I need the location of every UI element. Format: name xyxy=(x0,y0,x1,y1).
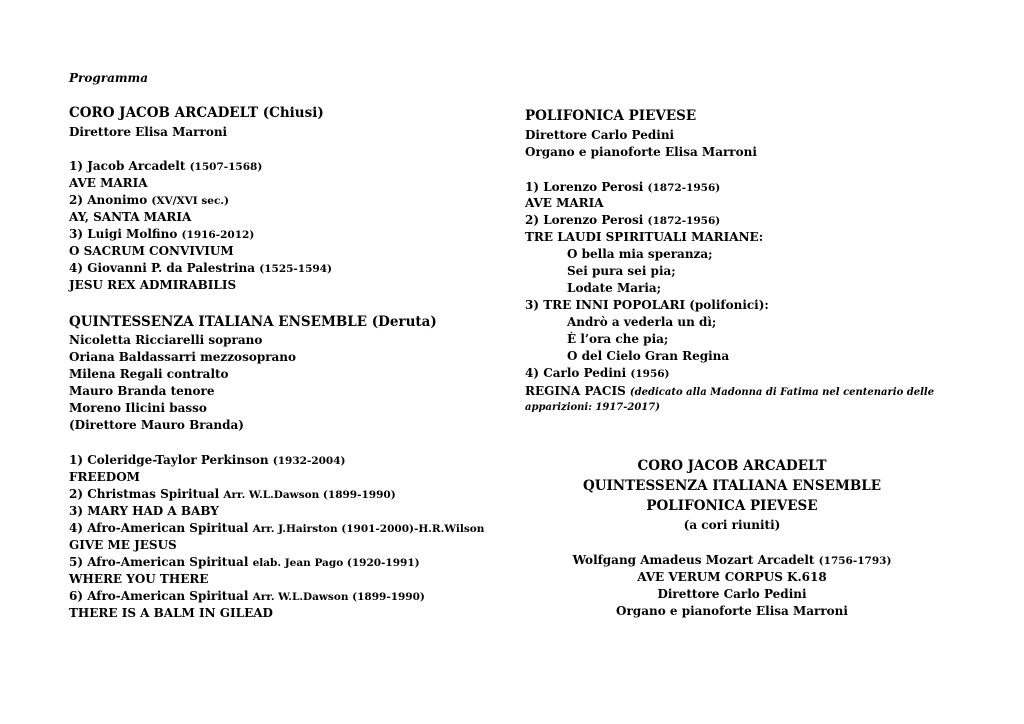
piece-title: 3) TRE INNI POPOLARI (polifonici): xyxy=(525,298,769,312)
member: Milena Regali contralto xyxy=(69,367,229,381)
piece-title: REGINA PACIS (dedicato alla Madonna di Fatima nel centenario delle xyxy=(525,384,935,398)
polifonica-director: Direttore Carlo Pedini xyxy=(525,128,675,142)
programma-heading: Programma xyxy=(69,71,149,85)
piece-composer: 1) Jacob Arcadelt (1507-1568) xyxy=(69,159,263,173)
inno-item: O del Cielo Gran Regina xyxy=(567,349,730,363)
piece-composer: 6) Afro-American Spiritual Arr. W.L.Dawson (1899-1990) xyxy=(69,589,425,603)
piece-title: AY, SANTA MARIA xyxy=(69,210,192,224)
piece-title: JESU REX ADMIRABILIS xyxy=(69,278,237,292)
coro-arcadelt-heading xyxy=(69,106,324,121)
polifonica-heading: POLIFONICA PIEVESE xyxy=(525,108,697,124)
finale-subtitle: (a cori riuniti) xyxy=(683,518,781,532)
piece-title: AVE MARIA xyxy=(525,196,604,210)
choir-name: CORO JACOB ARCADELT xyxy=(69,105,259,121)
piece-composer: 2) Christmas Spiritual Arr. W.L.Dawson (1899-1990) xyxy=(69,487,396,501)
member: Moreno Ilicini basso xyxy=(69,401,207,415)
piece-note: apparizioni: 1917-2017) xyxy=(525,402,660,413)
member: Oriana Baldassarri mezzosoprano xyxy=(69,350,297,364)
coro-arcadelt-director: Direttore Elisa Marroni xyxy=(69,125,228,139)
piece-composer: 2) Anonimo (XV/XVI sec.) xyxy=(69,193,229,207)
piece-composer: 2) Lorenzo Perosi (1872-1956) xyxy=(525,213,721,227)
finale-choir: QUINTESSENZA ITALIANA ENSEMBLE xyxy=(582,478,882,494)
finale-organ: Organo e pianoforte Elisa Marroni xyxy=(616,604,848,618)
quintessenza-heading xyxy=(69,315,437,330)
piece-composer: 4) Afro-American Spiritual Arr. J.Hairston (1901-2000)-H.R.Wilson xyxy=(69,521,485,535)
piece-note: (dedicato alla Madonna di Fatima nel centenario delle xyxy=(629,387,935,398)
piece-composer: 5) Afro-American Spiritual elab. Jean Pago (1920-1991) xyxy=(69,555,420,569)
finale-choir: CORO JACOB ARCADELT xyxy=(637,458,827,474)
piece-title: THERE IS A BALM IN GILEAD xyxy=(69,606,273,620)
member: Nicoletta Ricciarelli soprano xyxy=(69,333,263,347)
inno-item: Andrò a vederla un dì; xyxy=(567,315,717,329)
piece-composer: 4) Giovanni P. da Palestrina (1525-1594) xyxy=(69,261,332,275)
ensemble-director: (Direttore Mauro Branda) xyxy=(69,418,244,432)
piece-composer: 4) Carlo Pedini (1956) xyxy=(525,366,670,380)
piece-title: O SACRUM CONVIVIUM xyxy=(69,244,234,258)
piece-composer: 1) Coleridge-Taylor Perkinson (1932-2004) xyxy=(69,453,346,467)
piece-title: GIVE ME JESUS xyxy=(69,538,177,552)
ensemble-location: (Deruta) xyxy=(371,314,437,330)
laude-item: O bella mia speranza; xyxy=(567,247,713,261)
piece-title: WHERE YOU THERE xyxy=(69,572,209,586)
piece-title: FREEDOM xyxy=(69,470,140,484)
piece-title: TRE LAUDI SPIRITUALI MARIANE: xyxy=(525,230,764,244)
piece-title: 3) MARY HAD A BABY xyxy=(69,504,219,518)
piece-composer: 3) Luigi Molfino (1916-2012) xyxy=(69,227,255,241)
inno-item: È l’ora che pia; xyxy=(567,332,669,346)
finale-director: Direttore Carlo Pedini xyxy=(657,587,807,601)
finale-title: AVE VERUM CORPUS K.618 xyxy=(637,570,827,584)
finale-choir: POLIFONICA PIEVESE xyxy=(646,498,818,514)
ensemble-name: QUINTESSENZA ITALIANA ENSEMBLE xyxy=(69,314,368,330)
piece-composer: 1) Lorenzo Perosi (1872-1956) xyxy=(525,180,721,194)
choir-location: (Chiusi) xyxy=(262,105,324,121)
laude-item: Sei pura sei pia; xyxy=(567,264,676,278)
finale-composer: Wolfgang Amadeus Mozart Arcadelt (1756-1793) xyxy=(572,553,892,567)
polifonica-organ: Organo e pianoforte Elisa Marroni xyxy=(525,145,757,159)
member: Mauro Branda tenore xyxy=(69,384,215,398)
laude-item: Lodate Maria; xyxy=(567,281,662,295)
piece-title: AVE MARIA xyxy=(69,176,148,190)
